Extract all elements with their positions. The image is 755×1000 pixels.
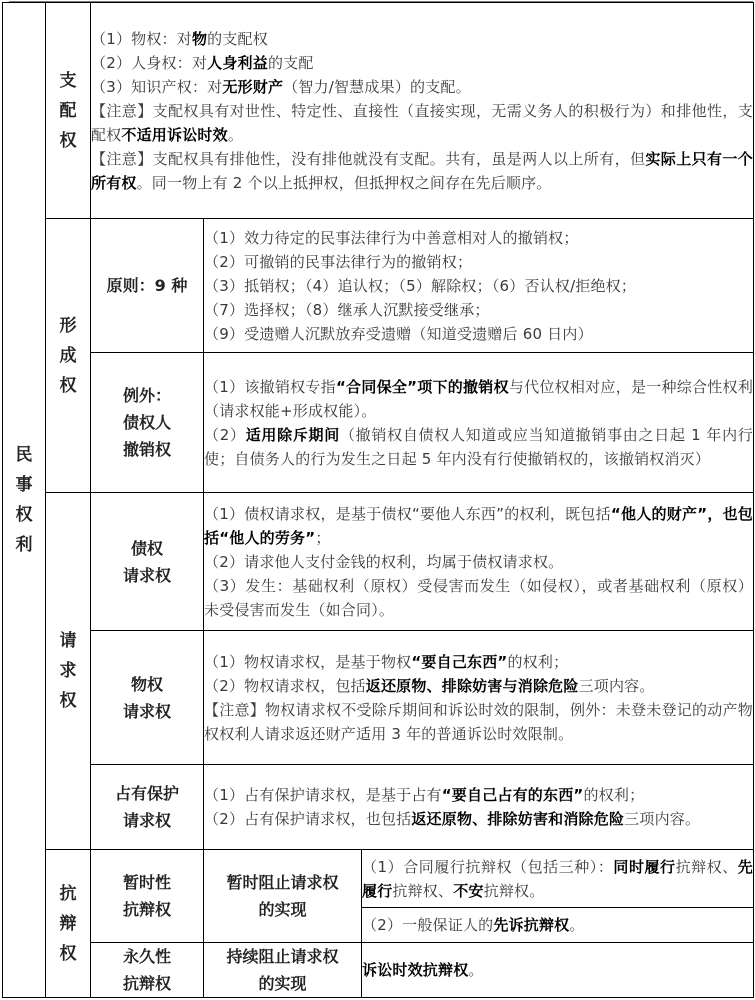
row-dominion-right	[3, 3, 754, 219]
exception-line-1: （1）该撤销权专指“合同保全”项下的撤销权与代位权相对应，是一种综合性权利（请求权能+形成权能）。	[204, 377, 754, 420]
row-defense-temporary-1	[3, 850, 754, 908]
principle-item-1: （1）效力待定的民事法律行为中善意相对人的撤销权；	[204, 228, 579, 247]
possession-claim-content	[204, 765, 754, 850]
label-formation-right: 形 成 权	[46, 219, 91, 493]
permanent-effect: 持续阻止请求权 的实现	[204, 943, 362, 998]
label-debt-claim: 债权 请求权	[91, 493, 204, 631]
label-claim-right: 请 求 权	[46, 493, 91, 850]
property-note: 【注意】物权请求权不受除斥期间和诉讼时效的限制，例外：未登未登记的动产物权权利人请求返还财产适用 3 年的普通诉讼时效限制。	[204, 700, 754, 743]
principle-item-2: （2）可撤销的民事法律行为的撤销权；	[204, 252, 473, 271]
property-claim-content	[204, 631, 754, 765]
label-dominion-right: 支 配 权	[46, 3, 91, 219]
debt-claim-content	[204, 493, 754, 631]
row-defense-permanent	[3, 943, 754, 998]
dominion-line-1: （1）物权：对物的支配权	[91, 29, 268, 48]
row-formation-exception	[3, 353, 754, 493]
row-formation-principle	[3, 219, 754, 353]
debt-line-2: （2）请求他人支付金钱的权利，均属于债权请求权。	[204, 552, 564, 571]
dominion-right-content	[91, 3, 754, 219]
row-claim-possession	[3, 765, 754, 850]
row-claim-debt	[3, 493, 754, 631]
label-permanent-defense: 永久性 抗辩权	[91, 943, 204, 998]
dominion-note-2: 【注意】支配权具有排他性，没有排他就没有支配。共有，虽是两人以上所有，但实际上只有一个所有权。同一物上有 2 个以上抵押权，但抵押权之间存在先后顺序。	[91, 149, 754, 192]
possession-line-1: （1）占有保护请求权，是基于占有“要自己占有的东西”的权利；	[204, 786, 645, 804]
label-temporary-defense: 暂时性 抗辩权	[91, 850, 204, 943]
label-principle: 原则：9 种	[91, 219, 204, 353]
property-line-2: （2）物权请求权，包括返还原物、排除妨害与消除危险三项内容。	[204, 676, 655, 695]
principle-item-3-6: （3）抵销权；（4）追认权；（5）解除权；（6）否认权/拒绝权；	[204, 276, 637, 295]
label-property-claim: 物权 请求权	[91, 631, 204, 765]
possession-line-2: （2）占有保护请求权，也包括返还原物、排除妨害和消除危险三项内容。	[204, 810, 701, 828]
exception-line-2: （2）适用除斥期间（撤销权自债权人知道或应当知道撤销事由之日起 1 年内行使；自债务人的行为发生之日起 5 年内没有行使撤销权的，该撤销权消灭）	[204, 425, 753, 468]
debt-line-3: （3）发生：基础权利（原权）受侵害而发生（如侵权），或者基础权利（原权）未受侵害而发生（如合同）。	[204, 576, 754, 619]
label-possession-claim: 占有保护 请求权	[91, 765, 204, 850]
contract-defense-content: （1）合同履行抗辩权（包括三种）：同时履行抗辩权、先履行抗辩权、不安抗辩权。	[362, 850, 754, 908]
dominion-line-3: （3）知识产权：对无形财产（智力/智慧成果）的支配。	[91, 77, 471, 96]
label-exception: 例外： 债权人 撤销权	[91, 353, 204, 493]
principle-content	[204, 219, 754, 353]
exception-content	[204, 353, 754, 493]
guarantor-defense-content: （2）一般保证人的先诉抗辩权。	[362, 908, 754, 943]
principle-item-7-8: （7）选择权；（8）继承人沉默接受继承；	[204, 300, 490, 319]
label-defense-right: 抗 辩 权	[46, 850, 91, 998]
civil-rights-table	[2, 2, 754, 998]
row-claim-property	[3, 631, 754, 765]
limitation-defense-content: 诉讼时效抗辩权。	[362, 943, 754, 998]
debt-line-1: （1）债权请求权，是基于债权“要他人东西”的权利，既包括“他人的财产”，也包括“他人的劳务”；	[204, 504, 754, 547]
principle-item-9: （9）受遗赠人沉默放弃受遗赠（知道受遗赠后 60 日内）	[204, 324, 593, 343]
property-line-1: （1）物权请求权，是基于物权“要自己东西”的权利；	[204, 652, 569, 671]
category-civil-rights: 民 事 权 利	[3, 3, 46, 998]
temporary-effect: 暂时阻止请求权 的实现	[204, 850, 362, 943]
dominion-line-2: （2）人身权：对人身利益的支配	[91, 53, 314, 72]
dominion-note-1: 【注意】支配权具有对世性、特定性、直接性（直接实现，无需义务人的积极行为）和排他性，支配权不适用诉讼时效。	[91, 101, 754, 144]
